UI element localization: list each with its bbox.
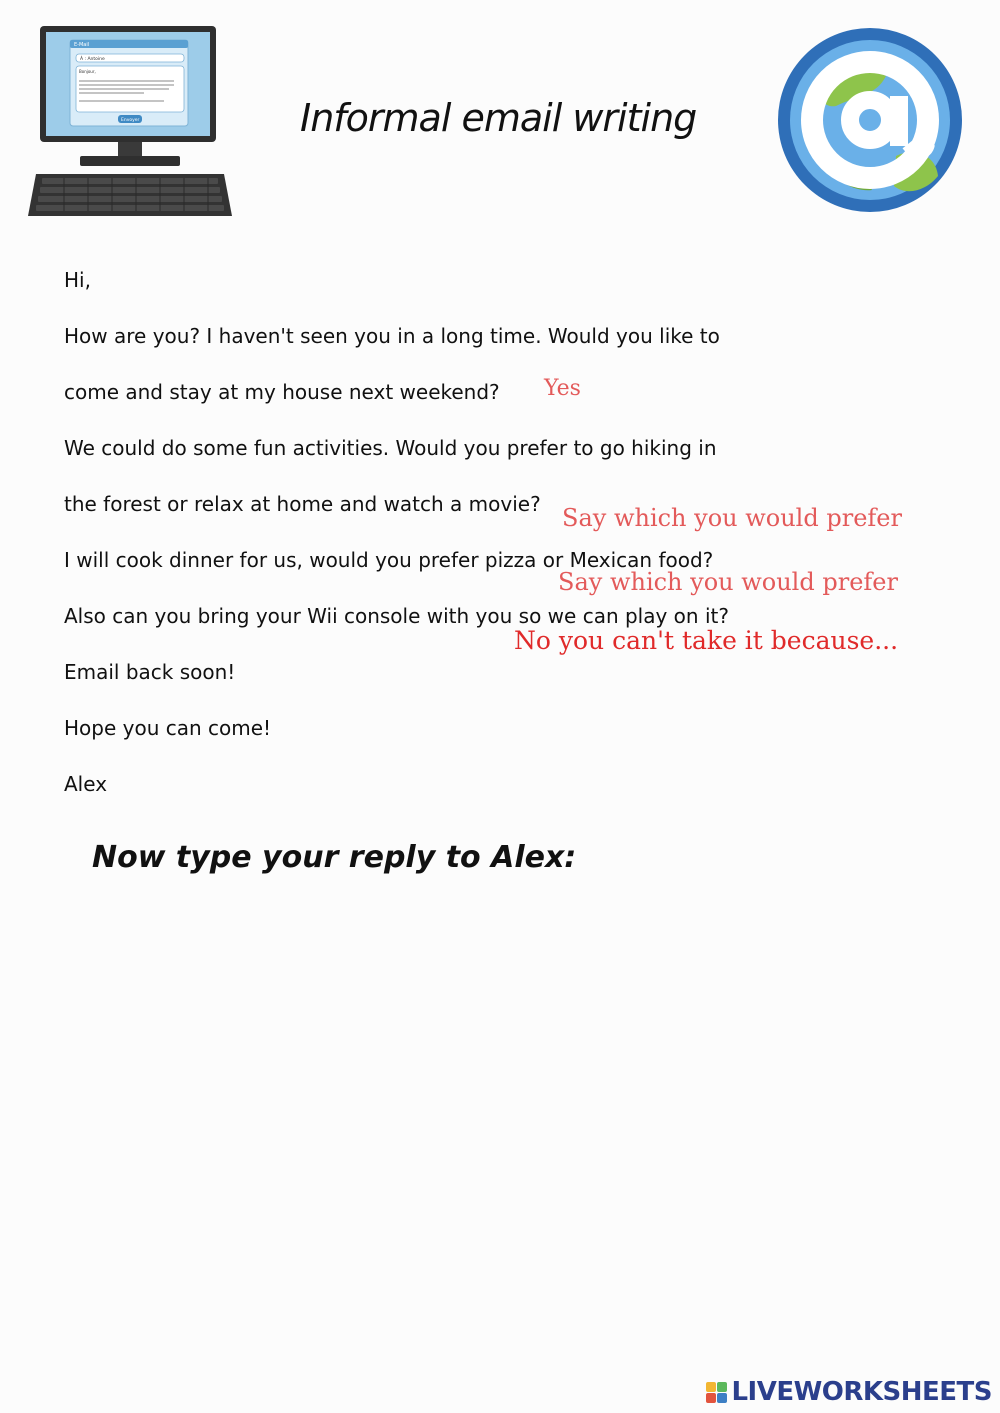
page-title: Informal email writing <box>300 96 697 140</box>
email-body-line: Bonjour, <box>79 69 96 74</box>
letter-line: the forest or relax at home and watch a movie? <box>64 492 541 516</box>
letter-line: Email back soon! <box>64 660 236 684</box>
computer-icon <box>24 24 236 224</box>
letter-greeting: Hi, <box>64 268 91 292</box>
letter-line: come and stay at my house next weekend? <box>64 380 500 404</box>
globe-at-icon <box>776 26 964 214</box>
liveworksheets-logo-text: LIVEWORKSHEETS <box>731 1377 992 1407</box>
reply-textarea[interactable] <box>20 900 980 1360</box>
letter-line: We could do some fun activities. Would you prefer to go hiking in <box>64 436 717 460</box>
email-send-button: Envoyer <box>121 118 140 123</box>
letter-line: How are you? I haven't seen you in a long time. Would you like to <box>64 324 720 348</box>
letter-signature: Alex <box>64 772 108 796</box>
liveworksheets-logo <box>706 1377 992 1407</box>
email-to-field: À : Antoine <box>80 57 105 62</box>
reply-prompt: Now type your reply to Alex: <box>92 840 577 875</box>
hint-yes: Yes <box>544 376 581 401</box>
hint-prefer-activity: Say which you would prefer <box>562 504 902 532</box>
letter-line: Hope you can come! <box>64 716 272 740</box>
letter-line: I will cook dinner for us, would you prefer pizza or Mexican food? <box>64 548 714 572</box>
email-window-title: E-Mail <box>74 42 90 48</box>
computer-illustration <box>24 24 236 224</box>
hint-cant-take: No you can't take it because... <box>514 626 899 655</box>
hint-prefer-food: Say which you would prefer <box>558 568 898 596</box>
liveworksheets-logo-icon <box>706 1382 727 1403</box>
letter-line: Also can you bring your Wii console with you so we can play on it? <box>64 604 729 628</box>
